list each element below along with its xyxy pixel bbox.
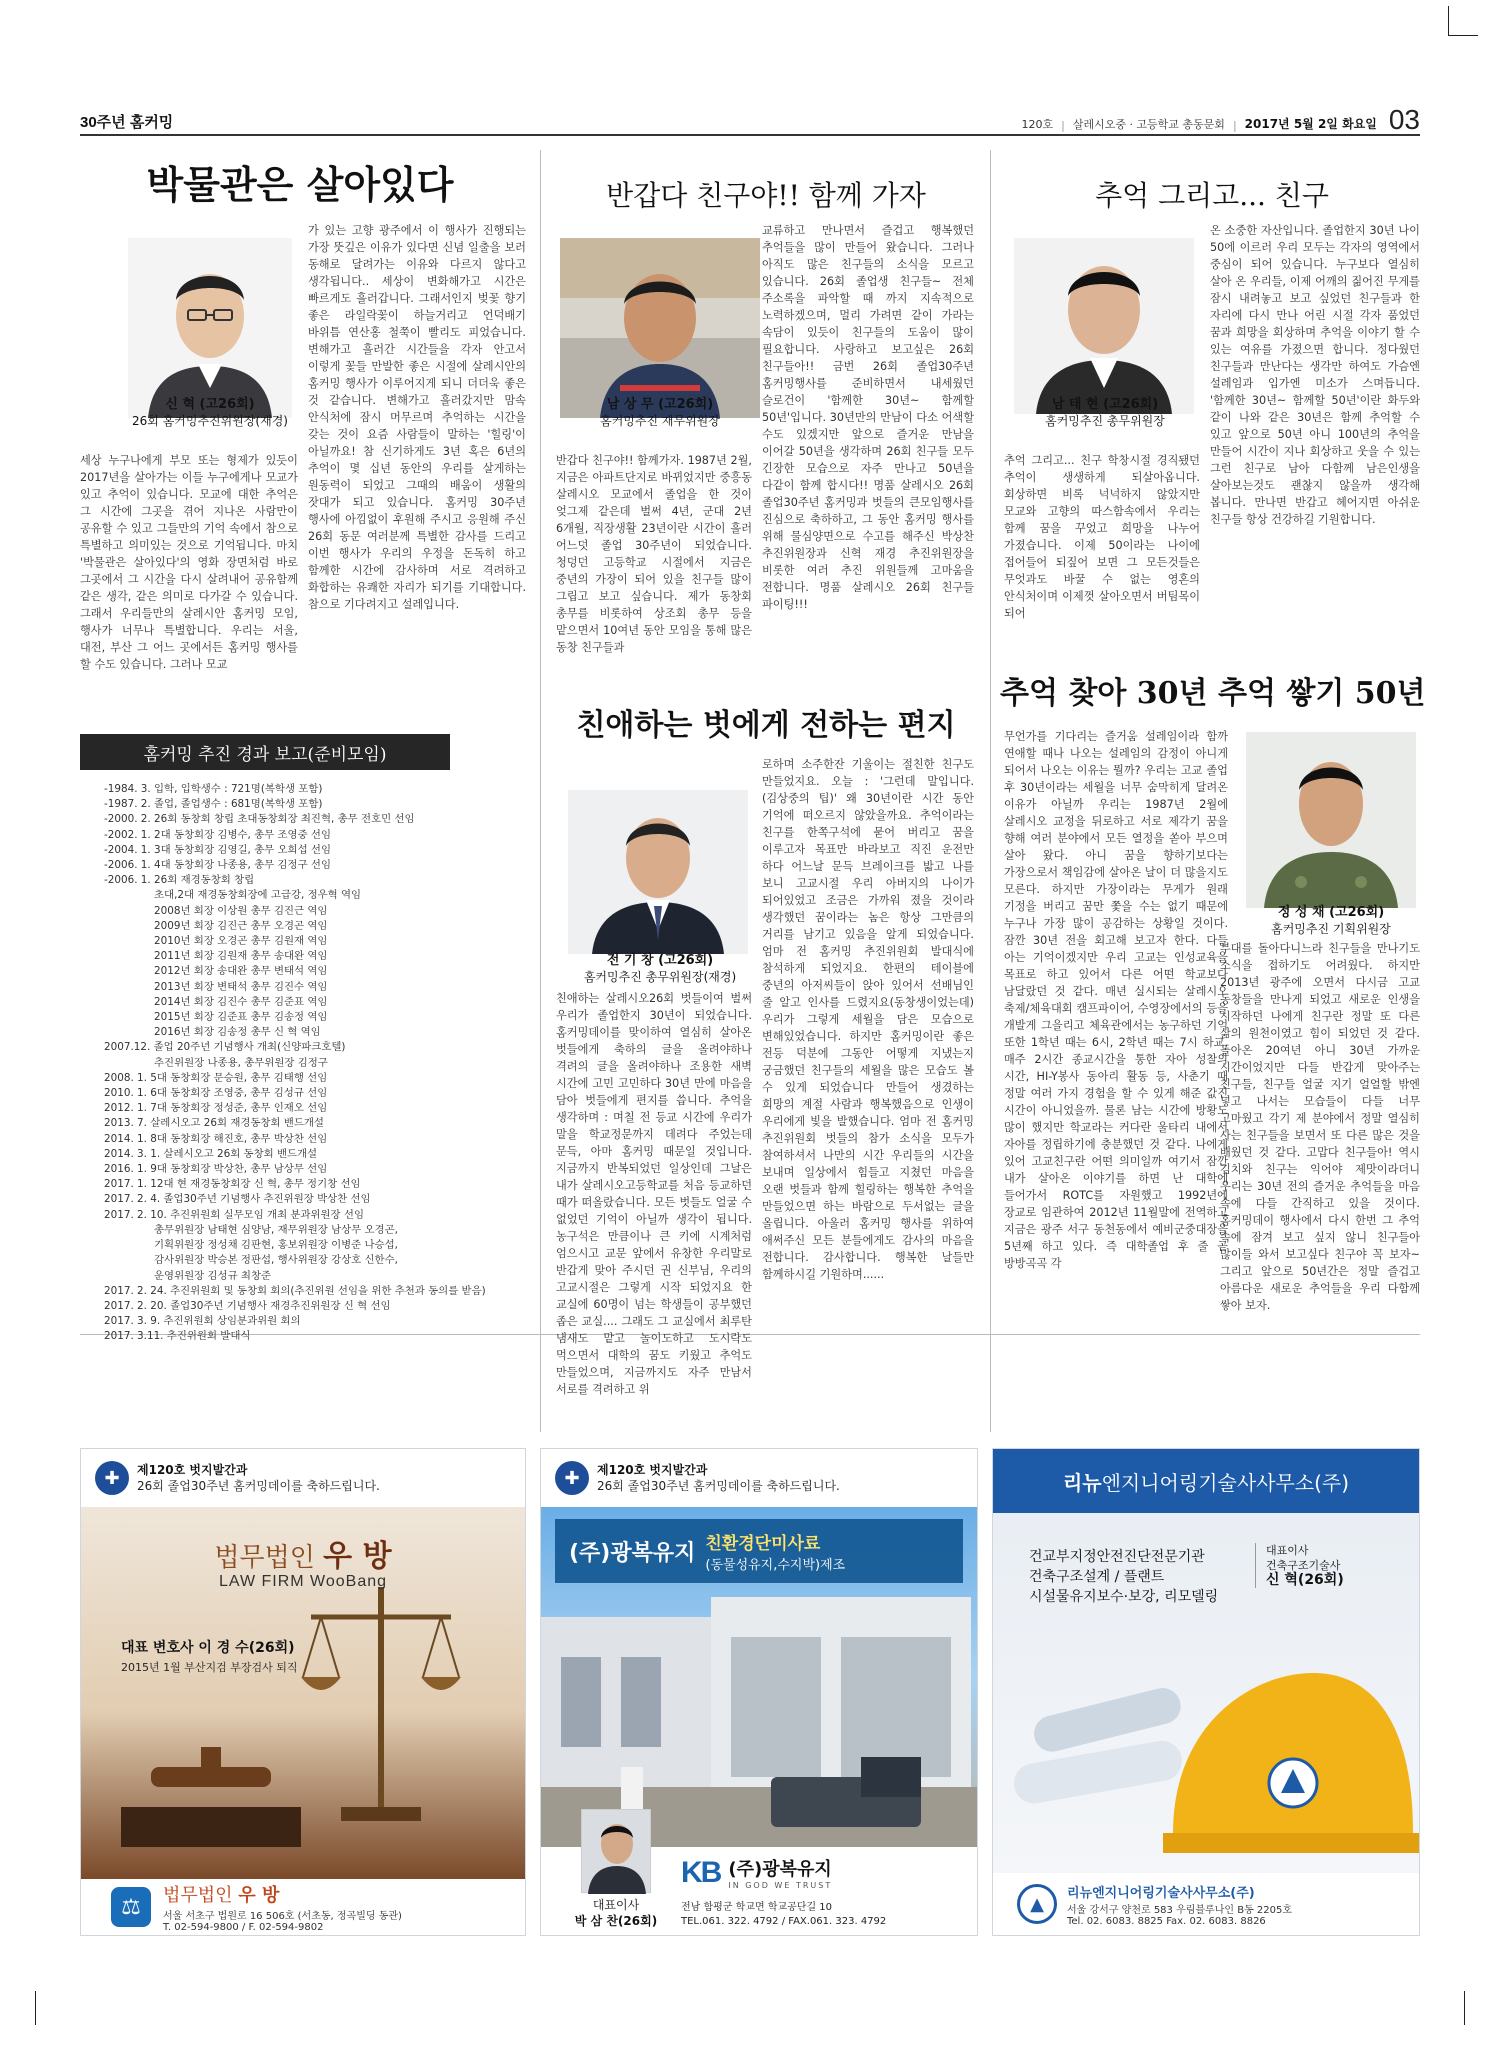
ad-footer [993,1873,1419,1935]
report-item: 기획위원장 정성채 김판현, 홍보위원장 이병준 나승섭, [154,1239,398,1252]
crop-mark [22,1991,36,2025]
article-title: 친애하는 벗에게 전하는 편지 [576,708,956,743]
company-phone: TEL.061. 322. 4792 / FAX.061. 323. 4792 [681,1916,887,1927]
article-body: 추억 그리고... 친구 학창시절 경직됐던 추억이 생생하게 되살아옵니다. 회상하면 비록 넉넉하지 않았지만 모교와 고향의 따스함속에서 우리는 함께 꿈을 꾸었고 희망을 나누어 가졌습니다. 이제 50이라는 나이에 접어들어 되짚어 보면 그 모든것들은 무엇과도 바꿀 수 없는 영혼의 안식처이며 이제껏 살아오면서 버팀목이 되어 [1004,454,1200,620]
company-tagline: 친환경단미사료 [705,1534,821,1554]
report-title: 홈커밍 추진 경과 보고(준비모임) [80,734,450,770]
company-slogan: IN GOD WE TRUST [728,1881,833,1890]
portrait-photo [560,238,760,418]
ad-footer [81,1879,525,1935]
publisher: 살레시오중 · 고등학교 총동문회 [1072,118,1225,131]
report-item: 2008. 1. 5대 동창회장 문승원, 총무 김태행 선임 [104,1071,328,1084]
crop-mark [1448,6,1478,36]
issue-date: 2017년 5월 2일 화요일 [1244,117,1377,131]
report-item: 추진위원장 나종용, 총무위원장 김정구 [154,1056,328,1069]
report-item: 초대,2대 재경동창회장에 고급강, 정우혁 역임 [154,889,362,902]
report-item: -1987. 2. 졸업, 졸업생수 : 681명(복학생 포함) [104,798,323,811]
school-emblem-icon: ✚ [555,1461,589,1495]
company-address: 전남 함평군 학교면 학교공단길 10 [681,1902,833,1913]
person-role: 홈커밍추진 총무위원장 [1045,414,1165,428]
report-item: 2017. 3. 9. 추진위원회 상임분과위원 회의 [104,1315,301,1328]
article-title: 추억 그리고... 친구 [1095,179,1329,212]
person-name: 정 성 채 (고26회) [1277,905,1385,920]
person-name: 남 태 현 (고26회) [1051,397,1159,412]
ad-congrats-line1: 제120호 벗지발간과 [137,1463,248,1477]
person-role: 26회 홈커밍추진위원장(재경) [132,414,288,428]
report-item: 2009년 회장 김진근 총무 오경곤 역임 [154,919,328,932]
footer-company-name: (주)광복유지 [728,1859,832,1880]
report-item: -2004. 1. 3대 동창회장 김영길, 총무 오희섭 선임 [104,843,332,856]
portrait-caption [1216,904,1446,938]
article-body: 친애하는 살레시오26회 벗들이여 벌써 우리가 졸업한지 30년이 되었습니다. 홈커밍데이를 맞이하여 열심히 살아온 벗들에게 축하의 글을 올려야하나 격려의 글을 올려야하나 조용한 새벽 시간에 고민 고민하다 30년 만에 마음을 담아 벗들에게 편지를 씁니다. 추억을 생각하며 : 며칠 전 등교 시간에 우리가 말을 학교정문까지 데려다 주었는데 문득, 아마 홈커밍 때문일 것입니다. 지금까지 반복되었던 일상인데 그날은 내가 살레시오고등학교를 처음 등교하던 때가 떠올랐습니다. 모든 벗들도 얼굴 수 없었던 기억이 아닐까 생각이 됩니다. 농구석은 만큼이나 큰 키에 시계처럼 엄으시고 교문 앞에서 유창한 우리말로 반갑게 맞아 주시던 권 신부님, 우리의 고교시절은 그렇게 시작 되었지요 한 교실에 60명이 넘는 학생들이 공부했던 좁은 교실.... 그래도 그 교실에서 최루탄 냄새도 맡고 놀이도하고 도시락도 먹으면서 대학의 꿈도 키웠고 추억도 만들었으며, 지금까지도 자주 만남서 서로를 격려하고 위 [556,992,752,1396]
advertisement-kwangbok [540,1448,978,1936]
report-item: -1984. 3. 입학, 입학생수 : 721명(복학생 포함) [104,783,323,795]
service-1: 건교부지정안전진단전문기관 [1029,1549,1205,1565]
footer-firm-name: 우 방 [238,1885,280,1906]
article-body: 부대를 돌아다니느라 친구들을 만나기도 소식을 접하기도 어려웠다. 하지만 2013년 광주에 오면서 다시금 고교 동창들을 만나게 되었고 새로운 인생을 시작하던 나에게 친구란 정말 또 다른 삶의 원천이였고 힘이 되었던 것 같다. 돌아온 20여년 아니 30년 가까운 시간이었지만 다들 반갑게 맞아주는 친구들, 친구들 얼굴 지기 얼얼할 밖엔 넣고 나서는 모습들이 다들 너무 고마웠고 각기 제 분야에서 정말 열심히 사는 친구들을 보면서 또 다른 많은 것을 배웠던 것 같다. 고맙다 친구들아! 역시 김치와 친구는 익어야 제맛이라더니 우리는 30년 전의 즐거운 추억들을 마음 속에 다들 간직하고 있을 것이다. 홈커밍데이 행사에서 다시 한번 그 추억 속에 잠겨 보고 싶지 않니 친구들아 많이들 와서 보고싶다 친구야 꼭 보자~ 그리고 앞으로 50년간은 정말 즐겁고 아름다운 새로운 추억들을 우리 다함께 쌓아 보자. [1220,942,1420,1312]
article-title: 박물관은 살아있다 [146,162,454,207]
report-item: 2016년 회장 김송정 총무 신 혁 역임 [154,1026,321,1039]
report-item: 2017. 1. 12대 현 재경동창회장 신 혁, 총무 정기창 선임 [104,1178,361,1191]
portrait-photo [568,790,748,954]
ad-body [993,1513,1419,1873]
kb-logo-icon: KB [681,1855,721,1889]
column-divider [540,150,541,1432]
portrait-caption [540,396,780,430]
report-item: 2010. 1. 6대 동창회장 조영중, 총무 김성규 선임 [104,1087,328,1100]
article-body: 반갑다 친구야!! 함께가자. 1987년 2월, 지금은 아파트단지로 바뀌었지만 중흥동 살레시오 모교에서 졸업을 한 것이 엊그제 같은데 벌써 4년, 군대 2년 6개월, 직장생활 23년이란 시간이 흘러 어느덧 졸업 30주년이 되었습니다. 청덩던 고등학교 시절에서 지금은 중년의 가장이 되어 있을 친구들 많이 그립고 보고 싶습니다. 제가 동창회 총무를 비롯하여 상조회 총무 등을 맡으면서 10여년 동안 모임을 통해 많은 동창 친구들과 [556,454,752,654]
company-name: (주)광복유지 [569,1540,696,1566]
report-item: 감사위원장 박승본 정판섭, 행사위원장 강상호 신한수, [154,1254,398,1267]
company-name: 엔지니어링기술사사무소(주) [1101,1470,1350,1495]
rep-name: 박 삼 찬(26회) [574,1914,658,1928]
firm-rep-note: 2015년 1월 부산지검 부장검사 퇴직 [121,1661,298,1674]
company-banner [993,1449,1419,1513]
report-item: -2006. 1. 4대 동창회장 나종용, 총무 김정구 선임 [104,859,332,872]
article-body: 세상 누구나에게 부모 또는 형제가 있듯이 2017년을 살아가는 이들 누구에게나 모교가 있고 추억이 있습니다. 모교에 대한 추억은 그 시간에 그곳을 겪어 지나온 사람만이 공유할 수 있고 그들만의 기억 속에서 참으로 특별하고 의미있는 것으로 기억됩니다. 마치 '박물관은 살아있다'의 영화 장면처럼 바로 그곳에서 그 시간을 다시 살려내어 공유함께 같은 생각, 같은 의미로 다가갈 수 있습니다. 그래서 우리들만의 살레시안 홈커밍 모임, 행사가 너무나 특별합니다. 우리는 서울, 대전, 부산 그 어느 곳에서든 홈커밍 행사를 할 수도 있습니다. 그러나 모교 [80,454,298,671]
hard-hat-icon [993,1613,1419,1873]
representative-photo [581,1809,651,1893]
report-item: 2014. 1. 8대 동창회장 해진호, 총무 박상찬 선임 [104,1132,328,1145]
report-item: 2017. 2. 10. 추진위원회 실무모임 개최 분과위원장 선임 [104,1208,364,1221]
firm-name-en: LAW FIRM WooBang [218,1573,388,1590]
firm-phone: T. 02-594-9800 / F. 02-594-9802 [163,1922,324,1933]
article-body: 교류하고 만나면서 즐겁고 행복했던 추억들을 많이 만들어 왔습니다. 그러나 아직도 많은 친구들의 소식을 모르고 있습니다. 26회 졸업생 친구들~ 전체 주소록을 파악할 때 까지 지속적으로 노력하겠으며, 멀리 가려면 같이 가라는 속담이 있듯이 친구들의 도움이 많이 필요합니다. 사랑하고 보고싶은 26회 친구들아!! 금번 26회 졸업30주년 홈커밍행사를 준비하면서 내세웠던 슬로건이 '함께한 30년~ 함께할 50년'입니다. 30년만의 만남이 다소 어색할 수도 있겠지만 앞으로 즐거운 만남을 이어갈 50년을 생각하며 26회 친구들 모두 긴장한 모습으로 자주 만나고 50년을 다같이 함께 합시다!! 명품 살레시오 26회 졸업30주년 홈커밍과 벗들의 큰모임행사를 진심으로 축하하고, 그 동안 홈커밍 행사를 위해 물심양면으로 수고를 해주신 박상찬 추진위원장과 신혁 재경 추진위원장을 비롯한 여러 추진 위원들께 고마움을 전합니다. 명품 살레시오 26회 친구들 파이팅!!! [762,224,974,611]
page-number: 03 [1388,104,1420,135]
article-body: 온 소중한 자산입니다. 졸업한지 30년 나이 50에 이르러 우리 모두는 각자의 영역에서 중심이 되어 있습니다. 누구보다 열심히 살아 온 우리들, 이제 어깨의 짊어진 무게를 잠시 내려놓고 보고 싶었던 친구들과 한 자리에 다시 만나 어린 시절 각자 품었던 꿈과 희망을 회상하며 추억을 이야기 할 수 있는 여유를 가졌으면 합니다. 정다웠던 친구들과 만난다는 생각만 하여도 가슴엔 설레임과 입가엔 미소가 스며듭니다. '함께한 30년~ 함께할 50년'이란 화두와 같이 나와 같은 30년은 함께 추억할 수 있고 앞으로 50년 아니 100년의 추억을 만들어 시간이 지나 회상하고 웃을 수 있는 그런 친구로 남아 다함께 남은인생을 살아보는것도 괜찮지 않을까 생각해 봅니다. 만나면 반갑고 헤어지면 아쉬운 친구들 항상 건강하길 기원합니다. [1210,224,1420,526]
ad-congrats-line1: 제120호 벗지발간과 [597,1463,708,1477]
article-title: 추억 찾아 30년 추억 쌓기 50년 [1000,676,1426,711]
report-item: 2017. 2. 24. 추진위원회 및 동창회 회의(추진위원 선임을 위한 추천과 동의를 받음) [104,1284,486,1297]
firm-representative: 대표 변호사 이 경 수(26회) [121,1640,295,1656]
person-name: 신 혁 (고26회) [165,397,255,412]
firm-name-prefix: 법무법인 [214,1543,315,1573]
report-item: 2007.12. 졸업 20주년 기념행사 개최(신양파크호텔) [104,1041,346,1054]
article-title: 반갑다 친구야!! 함께 가자 [606,179,926,212]
ad-congrats [81,1449,525,1507]
company-banner [555,1519,963,1583]
footer-company-prefix: 리뉴 [1067,1885,1093,1901]
report-item: -2006. 1. 26회 재경동창회 창립 [104,874,255,887]
person-role: 홈커밍추진 기획위원장 [1271,922,1391,936]
rep-title: 대표이사 [592,1898,640,1912]
company-name-prefix: 리뉴 [1062,1470,1102,1495]
ad-congrats-line2: 26회 졸업30주년 홈커밍데이를 축하드립니다. [137,1479,380,1493]
report-item: 2017. 2. 20. 졸업30주년 기념행사 재경추진위원장 신 혁 선임 [104,1299,391,1312]
company-tagline2: (동물성유지,수지박)제조 [705,1558,846,1573]
portrait-photo [128,238,292,418]
service-2: 건축구조설계 / 플랜트 [1029,1569,1165,1585]
firm-name: 우 방 [323,1539,392,1574]
service-3: 시설물유지보수·보강, 리모델링 [1029,1589,1219,1605]
person-name: 남 상 무 (고26회) [606,397,714,412]
footer-firm-prefix: 법무법인 [163,1885,233,1906]
portrait-caption [990,396,1220,430]
person-name: 전 기 창 (고26회) [606,953,714,968]
ad-background-image [81,1507,525,1879]
page-header [80,104,1420,136]
report-item: 2013. 7. 살레시오고 26회 재경동창회 밴드개설 [104,1117,324,1130]
report-item: 2012. 1. 7대 동창회장 정성준, 총무 인재오 선임 [104,1102,328,1115]
report-list [104,782,486,1343]
report-item: 총무위원장 남태현 심양남, 재무위원장 남상무 오경곤, [154,1223,398,1236]
issue-info: 120호 | 살레시오중 · 고등학교 총동문회 | 2017년 5월 2일 화요일 03 [1021,104,1420,135]
firm-address: 서울 서초구 법원로 16 506호 (서초동, 정곡빌딩 동관) [163,1911,402,1922]
school-emblem-icon: ✚ [95,1461,129,1495]
report-item: -2002. 1. 2대 동창회장 김병수, 총무 조영중 선임 [104,828,332,841]
report-item: 2015년 회장 김준표 총무 김송정 역임 [154,1011,328,1024]
ad-congrats-line2: 26회 졸업30주년 홈커밍데이를 축하드립니다. [597,1479,840,1493]
report-item: 2012년 회장 송대완 총무 변태석 역임 [154,965,328,978]
report-item: 2008년 회장 이상원 총무 김진근 역임 [154,904,328,917]
report-item: 2010년 회장 오경곤 총무 김원재 역임 [154,935,328,948]
scales-logo-icon: ⚖ [111,1887,151,1927]
rep-sub: 건축구조기술사 [1266,1559,1341,1572]
factory-photo [541,1507,977,1847]
report-item: 2011년 회장 김원재 총무 송대완 역임 [154,950,328,963]
report-item: 2017. 3.11. 추진위원회 발대식 [104,1330,251,1343]
portrait-photo [1246,732,1416,908]
advertisement-lawfirm [80,1448,526,1936]
article-body: 가 있는 고향 광주에서 이 행사가 진행되는 가장 뚯깊은 이유가 있다면 신념 일출을 보러 동해로 달려가는 이유와 다르지 않다고 생각됩니다.. 세상이 변화해가고 시간은 빠르게도 흘러갑니다. 그래서인지 벚꽃 향기 좋은 라일락꽃이 하늘거리고 언덕배기 바위틈 연산홍 철쭉이 빨리도 피었습니다. 변해가고 흘러간 시간들을 각자 안고서 이렇게 꽃들 만발한 좋은 시절에 살레시안의 홈커밍 행사가 이루어지게 되니 더더욱 좋은 것 같습니다. 변해가고 흘러갔지만 맘속 안식처에 잠시 머무르며 추억하는 시간을 갖는 것이 요즘 사람들이 말하는 '힐링'이 아닐까요! 참 신기하게도 3년 혹은 6년의 추억이 몇 십년 동안의 우리를 살게하는 원동력이 되었고 그때의 배움이 생활의 잣대가 되고 있습니다. 홈커밍 30주년 행사에 아낌없이 후원해 주시고 응원해 주신 26회 동문 여러분께 특별한 감사를 드리고 이번 행사가 우리의 우정을 돈독히 하고 함께한 시간에 감사하며 서로 격려하고 화합하는 유쾌한 자리가 되기를 기대합니다. 참으로 기다려지고 설레입니다. [308,224,526,611]
portrait-caption [540,952,780,986]
footer-company-name: 엔지니어링기술사사무소(주) [1092,1885,1255,1901]
company-address: 서울 강서구 양천로 583 우림블루나인 B동 2205호 [1067,1904,1293,1916]
renew-logo-icon: ▲ [1017,1884,1057,1924]
ad-congrats [541,1449,977,1507]
company-phone: Tel. 02. 6083. 8825 Fax. 02. 6083. 8826 [1067,1915,1266,1927]
rep-name: 신 혁(26회) [1266,1572,1344,1588]
portrait-photo [1014,238,1194,414]
person-role: 홈커밍추진 재무위원장 [600,414,720,428]
report-item: -2000. 2. 26회 동창회 창립 초대동창회장 최진혁, 총무 전호민 선임 [104,813,415,826]
article-body: 무언가를 기다리는 즐거움 설레임이라 함까 연애할 때나 나오는 설레임의 감정이 아니게 되어서 나오는 이유는 뭘까? 우리는 고교 졸업 후 30년이라는 세월을 너무 숨막히게 달려온 이유가 아닐까 우리는 1987년 2월에 살레시오 교정을 뒤로하고 서로 제각기 꿈을 향해 여러 분야에서 모든 열정을 쏟아 부으며 살아 왔다. 아니 꿈을 향하기보다는 가장으로서 책임감에 살아온 날이 더 많을지도 모른다. 하지만 가장이라는 무게가 원래 기정을 버리고 꿈만 쫓을 수는 없기 때문에 누구나 가장 많이 공감하는 상황일 것이다. 잠깐 30년 전을 회고해 보고자 한다. 다들 아는 기억이겠지만 우리 고교는 인성교육을 목표로 하고 있어서 다른 어떤 학교보다 남달랐던 것 같다. 매년 실시되는 살레시오 축제/체육대회 캠프파이어, 수영장에서의 등을 개발게 그을리고 체육관에서는 농구하던 기억 또한 1학년 때는 6시, 2학년 때는 7시 하교, 매주 2시간 종교시간을 통한 자아 성찰의 시간, HI-Y봉사 동아리 활동 등, 사춘기 때 정말 여러 가지 경험을 할 수 있게 해준 값진 시간이 아니었을까. 물론 남는 시간에 방황도 많이 했지만 학교라는 커다란 울타리 내에서 자아를 정립하기에 충분했던 것 같다. 나에게 있어 고교친구란 어떤 의미일까 여기서 잠깐 내가 살아온 이야기를 하면 난 대학에 들어가서 ROTC를 자원했고 1992년에 장교로 임관하여 2012년 11월말에 전역하고 지금은 광주 서구 동천동에서 예비군중대장을 5년째 하고 있다. 즉 대학졸업 후 줄 곧 방방곡곡 각 [1004,730,1228,1270]
section-title: 30주년 홈커밍 [80,114,174,131]
person-role: 홈커밍추진 총무위원장(재경) [583,970,737,984]
crop-mark [1464,1991,1478,2025]
report-item: 운영위원장 김성규 최창준 [154,1269,272,1282]
rep-title: 대표이사 [1266,1544,1309,1557]
advertisement-renew [992,1448,1420,1936]
report-item: 2016. 1. 9대 동창회장 박상찬, 총무 남상무 선임 [104,1163,328,1176]
report-item: 2014년 회장 김진수 총무 김준표 역임 [154,995,328,1008]
report-item: 2017. 2. 4. 졸업30주년 기념행사 추진위원장 박상찬 선임 [104,1193,371,1206]
report-item: 2014. 3. 1. 살레시오고 26회 동창회 밴드개설 [104,1147,318,1160]
issue-number: 120호 [1021,118,1054,131]
report-item: 2013년 회장 변태석 총무 김진수 역임 [154,980,328,993]
column-divider [990,150,991,1432]
article-body: 로하며 소주한잔 기울이는 절친한 친구도 만들었지요. 오늘 : '그런데 말입니다.(김상중의 팁)' 왜 30년이란 시간 동안 기억에 떠오르지 않았을까요. 추억이라는 친구를 한쪽구석에 묻어 버리고 꿈을 이루고자 목표만 바라보고 직진 운전만 하다 어느날 문득 브레이크를 밟고 나를 보니 고교시절 우리 아버지의 나이가 되어있었고 조금은 가까워 졌을 것이라 생각했던 꿈이라는 놈은 항상 그만큼의 거리를 남기고 있음을 알게 되었습니다. 엄마 전 홈커밍 추진위원회 발대식에 참석하게 되었지요. 한편의 테이블에 중년의 아저씨들이 앉아 있어서 선배님인 줄 알고 인사를 드렸지요(동창생이었는데) 우리가 그렇게 세월을 담은 모습으로 변해있었습니다. 하지만 홈커밍이란 좋은 전등 덕분에 그동안 어떻게 지냈는지 궁금했던 친구들의 세월을 많은 모습도 볼 수 있게 되었습니다 만들어 생겼하는 희망의 계절 사람과 행복했음으로 인생이 우리에게 빛을 발했습니다. 엄마 전 홈커밍 추진위원회 벗들의 참가 소식을 모두가 참여하셔서 나만의 시간 우리들의 시간을 보내며 일상에서 힘들고 지쳤던 마음을 오랜 벗들과 함께 힐링하는 행복한 추억을 만들었으면 하는 바람으로 두서없는 글을 올립니다. 아울러 홈커밍 행사를 위하여 애써주신 모든 분들에게도 감사의 마음을 전합니다. 감사합니다. 행복한 날들만 함께하시길 기원하며...... [762,758,974,1281]
portrait-caption [80,396,340,430]
ad-footer [541,1847,977,1935]
